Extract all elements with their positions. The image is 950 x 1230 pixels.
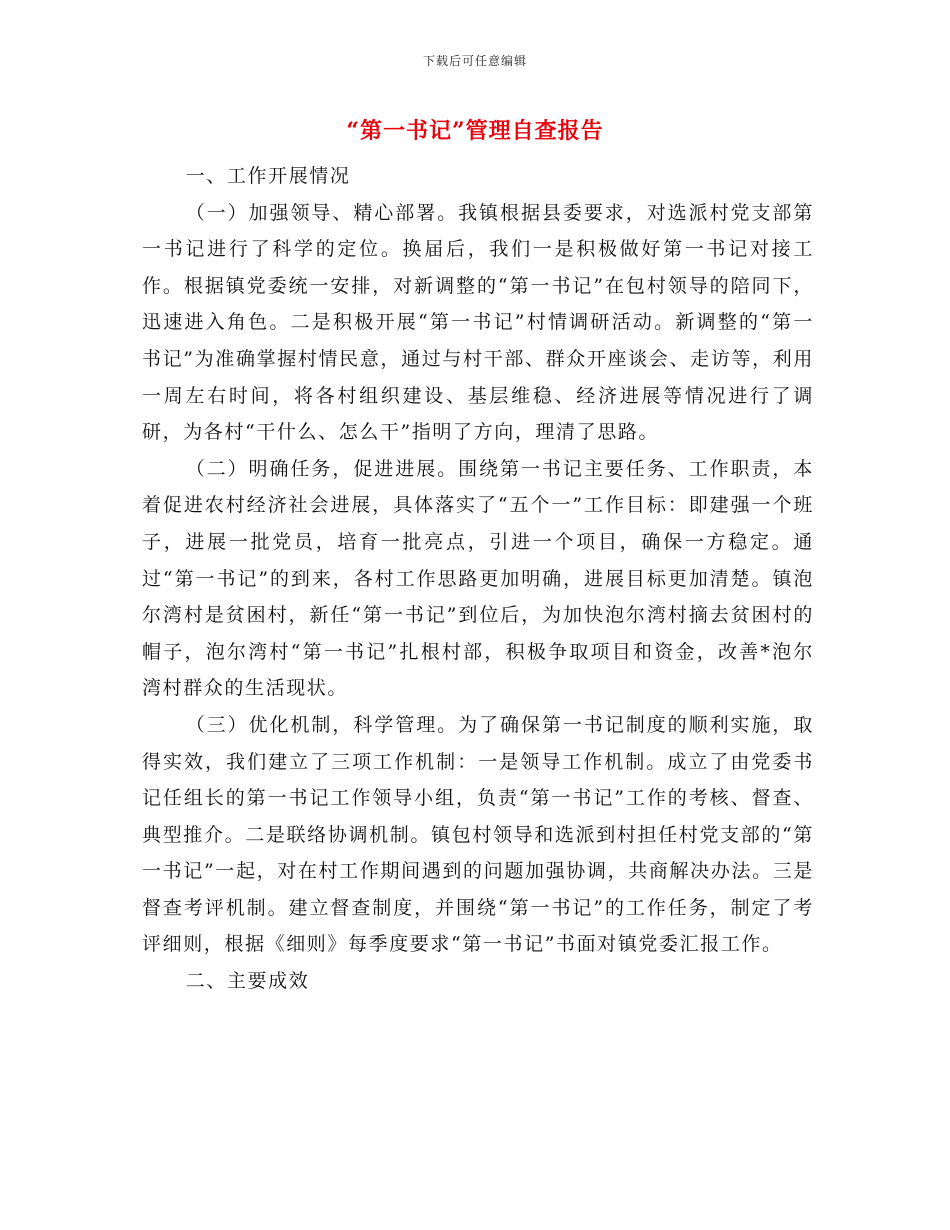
document-title: “第一书记”管理自查报告 [346, 118, 604, 144]
header-note: 下载后可任意编辑 [422, 54, 527, 68]
document-body [142, 158, 814, 1000]
section-heading-2: 二、主要成效 [185, 970, 310, 993]
paragraph-3: （三）优化机制，科学管理。为了确保第一书记制度的顺利实施，取得实效，我们建立了三项工作机制：一是领导工作机制。成立了由党委书记任组长的第一书记工作领导小组，负责“第一书记”工作的考核、督查、典型推介。二是联络协调机制。镇包村领导和选派到村担任村党支部的“第一书记”一起，对在村工作期间遇到的问题加强协调，共商解决办法。三是督查考评机制。建立督查制度，并围绕“第一书记”的工作任务，制定了考评细则，根据《细则》每季度要求“第一书记”书面对镇党委汇报工作。 [142, 713, 814, 956]
paragraph-2: （二）明确任务，促进进展。围绕第一书记主要任务、工作职责，本着促进农村经济社会进展，具体落实了“五个一”工作目标：即建强一个班子，进展一批党员，培育一批亮点，引进一个项目，确保一方稳定。通过“第一书记”的到来，各村工作思路更加明确，进展目标更加清楚。镇泡尔湾村是贫困村，新任“第一书记”到位后，为加快泡尔湾村摘去贫困村的帽子，泡尔湾村“第一书记”扎根村部，积极争取项目和资金，改善*泡尔湾村群众的生活现状。 [142, 457, 814, 700]
paragraph-1: （一）加强领导、精心部署。我镇根据县委要求，对选派村党支部第一书记进行了科学的定位。换届后，我们一是积极做好第一书记对接工作。根据镇党委统一安排，对新调整的“第一书记”在包村领导的陪同下，迅速进入角色。二是积极开展“第一书记”村情调研活动。新调整的“第一书记”为准确掌握村情民意，通过与村干部、群众开座谈会、走访等，利用一周左右时间，将各村组织建设、基层维稳、经济进展等情况进行了调研，为各村“干什么、怎么干”指明了方向，理清了思路。 [142, 201, 814, 444]
section-heading-1: 一、工作开展情况 [185, 165, 351, 187]
